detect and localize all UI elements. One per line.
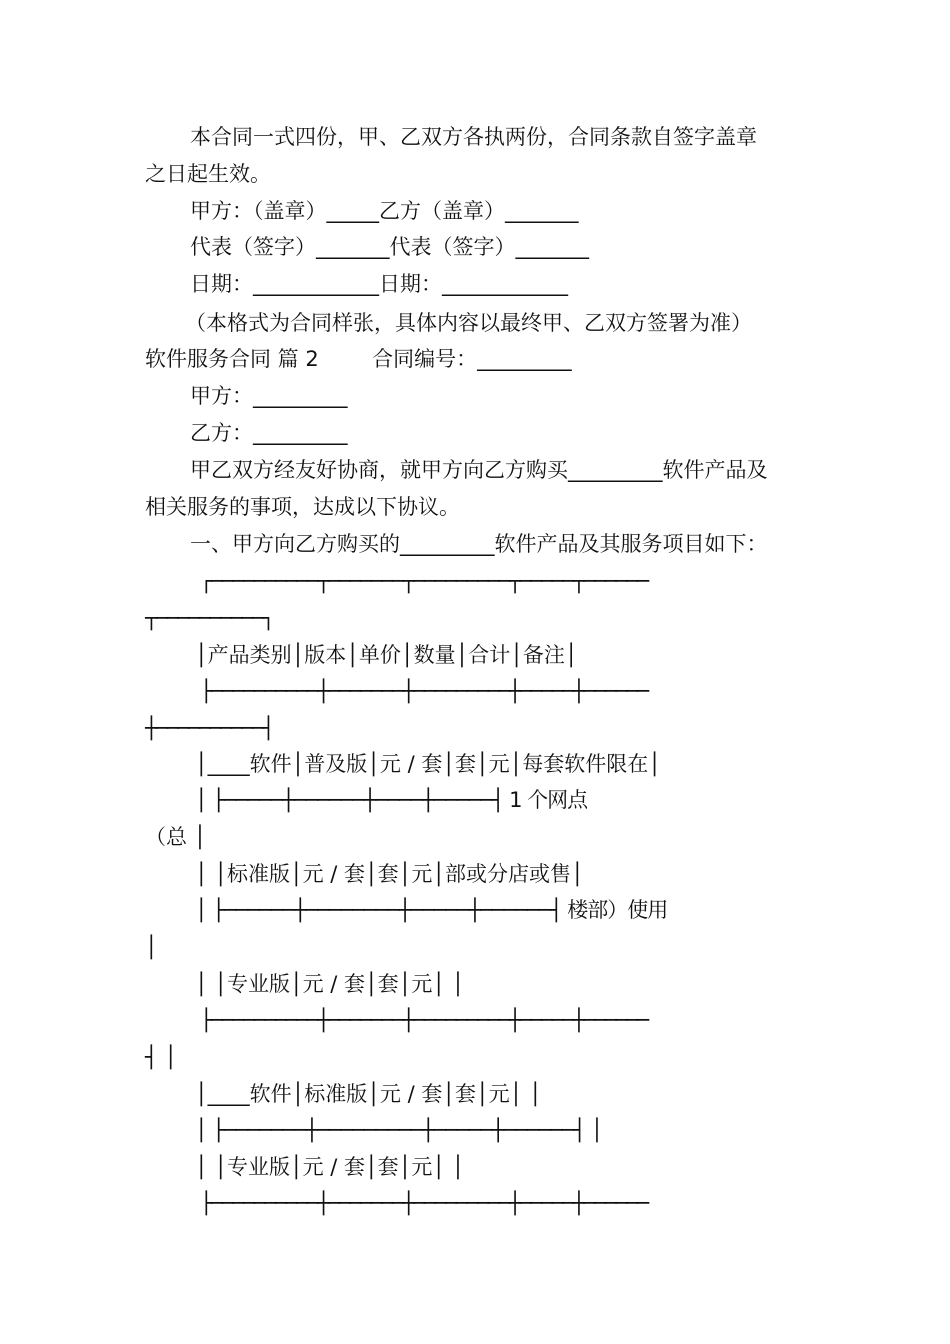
table-row: │ │专业版│元 / 套│套│元│ │ xyxy=(195,972,465,996)
paragraph-line: 甲乙双方经友好协商，就甲方向乙方购买_________软件产品及 xyxy=(190,458,768,482)
table-row: │ xyxy=(145,935,158,959)
table-border-line: ├──────────┼───────┼─────────┼─────┼────── xyxy=(200,1008,648,1032)
table-border-line: ┌──────────┬───────┬─────────┬─────┬────── xyxy=(200,569,648,593)
signature-line: 甲方：（盖章）_____乙方（盖章）_______ xyxy=(190,199,579,223)
table-border-line: ├──────────┼───────┼─────────┼─────┼────── xyxy=(200,1191,648,1215)
paragraph-line: 之日起生效。 xyxy=(145,162,271,186)
table-row: │____软件│普及版│元 / 套│套│元│每套软件限在│ xyxy=(195,752,661,776)
table-row: │ ├───────┼─────────┼─────┼──────┤ │ xyxy=(195,1118,603,1142)
date-line: 日期：____________日期：____________ xyxy=(190,272,568,296)
paragraph-line: 本合同一式四份，甲、乙双方各执两份，合同条款自签字盖章 xyxy=(190,125,757,149)
table-row: （总 │ xyxy=(145,825,207,849)
paragraph-line: 相关服务的事项，达成以下协议。 xyxy=(145,495,460,519)
party-a-line: 甲方：_________ xyxy=(190,384,348,408)
table-row: │ ├──────┼────────┼─────┼──────┤ 楼部）使用 xyxy=(195,898,668,922)
section-heading: 一、甲方向乙方购买的_________软件产品及其服务项目如下： xyxy=(190,532,768,556)
table-border-line: ┤ │ xyxy=(145,1045,177,1069)
table-border-line: ┼──────────┤ xyxy=(145,716,273,740)
table-row: │____软件│标准版│元 / 套│套│元│ │ xyxy=(195,1082,542,1106)
table-row: │ │专业版│元 / 套│套│元│ │ xyxy=(195,1155,465,1179)
contract-heading: 软件服务合同 篇 2 合同编号：_________ xyxy=(145,347,572,371)
note-line: （本格式为合同样张，具体内容以最终甲、乙双方签署为准） xyxy=(185,311,752,335)
table-border-line: ┬──────────┐ xyxy=(145,606,273,630)
table-border-line: ├──────────┼───────┼─────────┼─────┼────── xyxy=(200,679,648,703)
table-row: │ ├─────┼──────┼────┼─────┤ 1 个网点 xyxy=(195,788,588,812)
signature-line: 代表（签字）_______代表（签字）_______ xyxy=(190,235,589,259)
table-row: │ │标准版│元 / 套│套│元│部或分店或售│ xyxy=(195,862,584,886)
party-b-line: 乙方：_________ xyxy=(190,421,348,445)
table-header-row: │产品类别│版本│单价│数量│合计│备注│ xyxy=(195,643,578,667)
